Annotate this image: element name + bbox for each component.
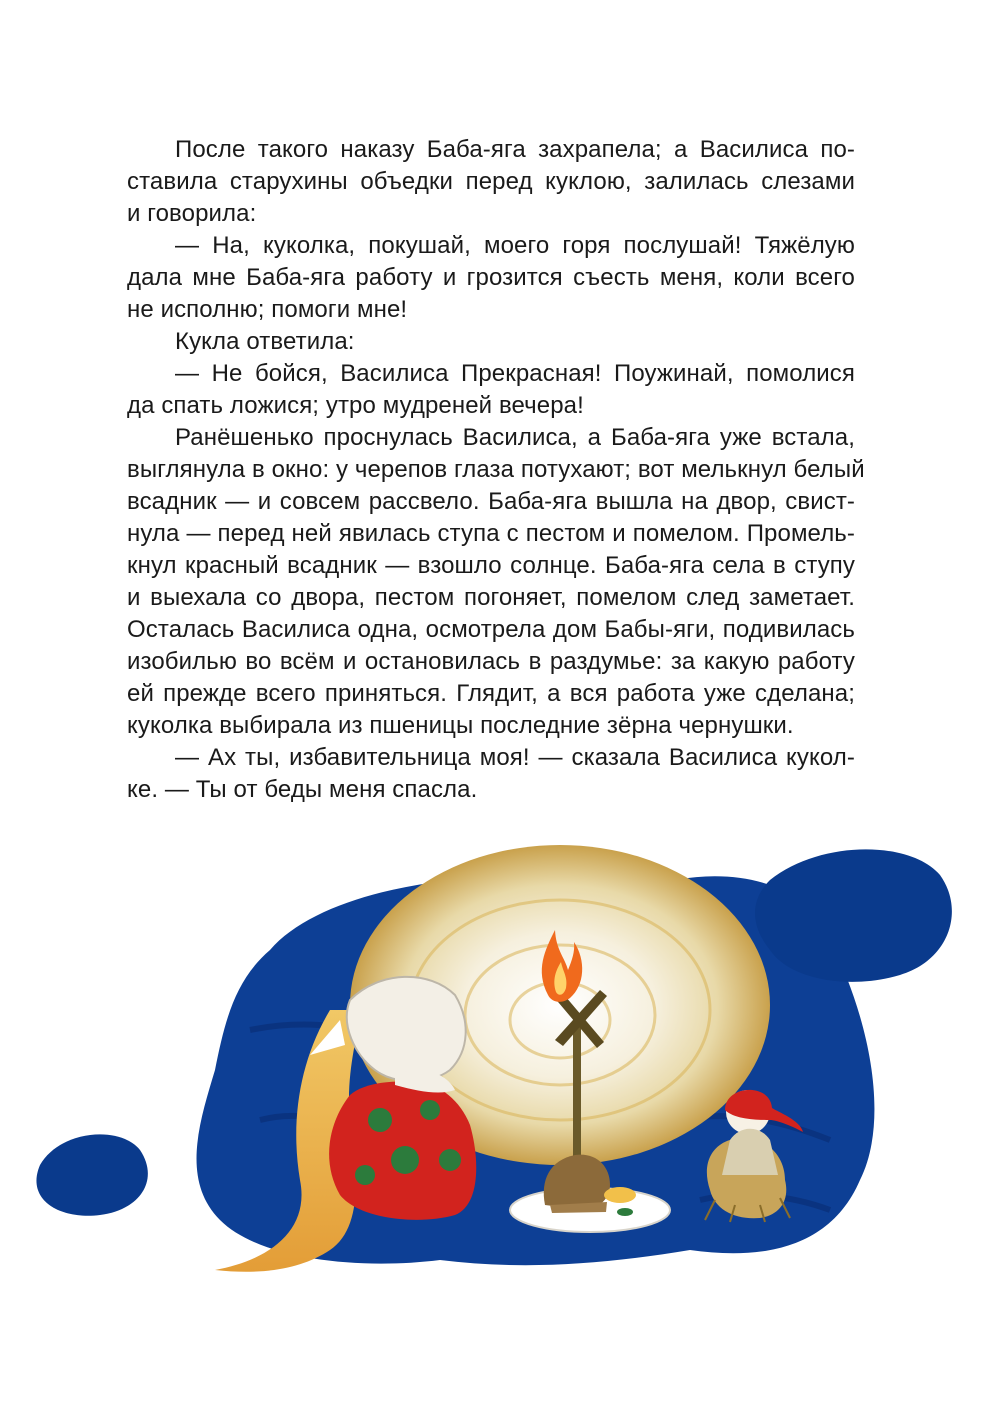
illustration-vasilisa-and-doll	[0, 820, 1000, 1290]
text-line: — Ах ты, избавительница моя! — сказала Василиса кукол-	[175, 744, 855, 771]
story-text	[127, 134, 865, 806]
text-line: Осталась Василиса одна, осмотрела дом Бабы-яги, подивилась	[127, 616, 855, 643]
text-line: куколка выбирала из пшеницы последние зёрна чернушки.	[127, 712, 794, 739]
text-line: ей прежде всего приняться. Глядит, а вся работа уже сделана;	[127, 680, 855, 707]
night-blob-left	[36, 1134, 147, 1215]
text-line: Ранёшенько проснулась Василиса, а Баба-яга уже встала,	[175, 424, 855, 451]
text-line: нула — перед ней явилась ступа с пестом и помелом. Промель-	[127, 520, 855, 547]
text-line: и говорила:	[127, 200, 257, 227]
text-line: — На, куколка, покушай, моего горя послушай! Тяжёлую	[175, 232, 855, 259]
text-line: изобилью во всём и остановилась в раздумье: за какую работу	[127, 648, 855, 675]
text-line: — Не бойся, Василиса Прекрасная! Поужинай, помолися	[175, 360, 855, 387]
text-line: ставила старухины объедки перед куклою, залилась слезами	[127, 168, 855, 195]
text-line: и выехала со двора, пестом погоняет, помелом след заметает.	[127, 584, 855, 611]
text-line: выглянула в окно: у черепов глаза потухают; вот мелькнул белый	[127, 456, 865, 483]
text-line: кнул красный всадник — взошло солнце. Баба-яга села в ступу	[127, 552, 855, 579]
text-line: не исполню; помоги мне!	[127, 296, 408, 323]
night-blob-right	[755, 849, 952, 982]
text-line: всадник — и совсем рассвело. Баба-яга вышла на двор, свист-	[127, 488, 855, 515]
text-line: да спать ложися; утро мудреней вечера!	[127, 392, 584, 419]
text-line: Кукла ответила:	[175, 328, 355, 355]
text-line: ке. — Ты от беды меня спасла.	[127, 776, 478, 803]
text-line: дала мне Баба-яга работу и грозится съесть меня, коли всего	[127, 264, 855, 291]
text-line: После такого наказу Баба-яга захрапела; а Василиса по-	[175, 136, 855, 163]
